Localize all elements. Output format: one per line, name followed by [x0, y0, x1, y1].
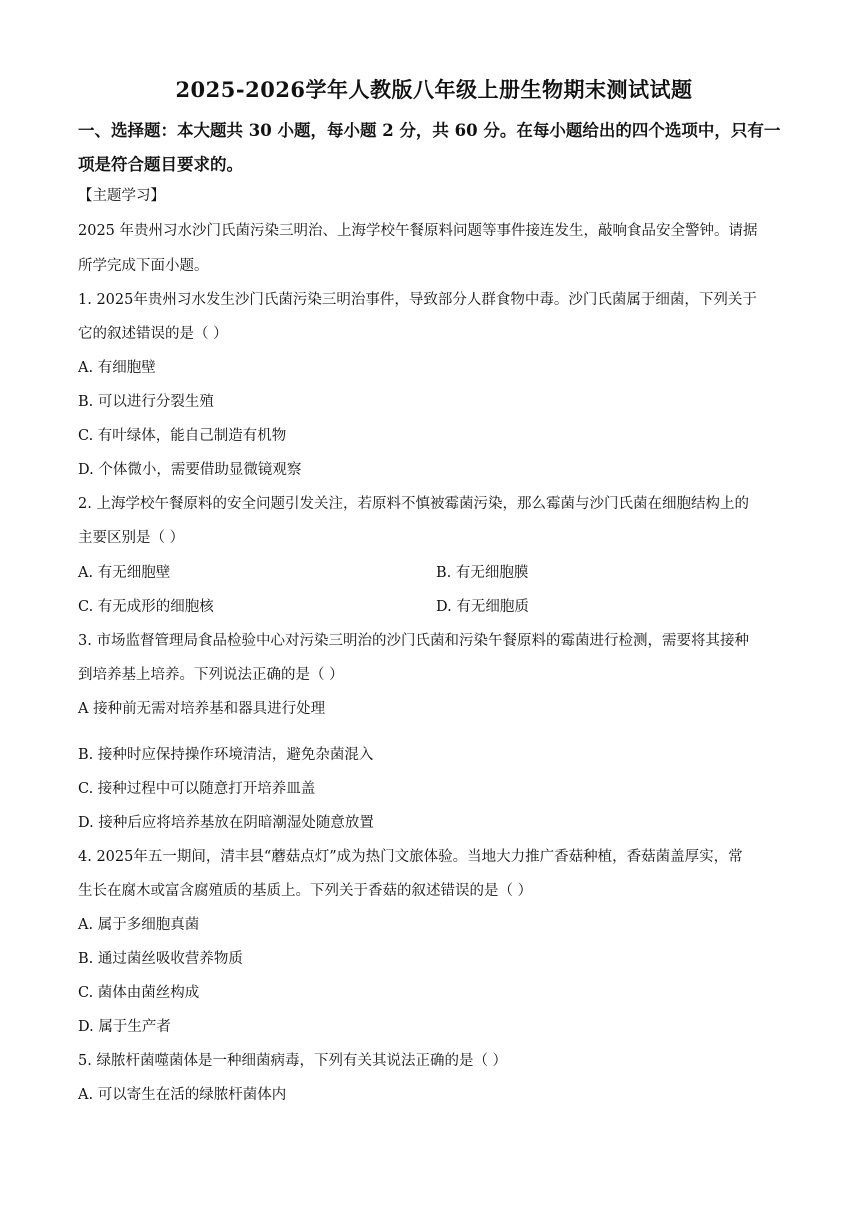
q2-option-b: B. 有无细胞膜 — [436, 565, 529, 581]
q3-option-d: D. 接种后应将培养基放在阴暗潮湿处随意放置 — [78, 815, 374, 831]
intro-line2: 所学完成下面小题。 — [78, 258, 209, 274]
q2-option-d: D. 有无细胞质 — [436, 599, 529, 615]
q2-stem-line2: 主要区别是（ ） — [78, 530, 185, 546]
q4-stem-line2: 生长在腐木或富含腐殖质的基质上。下列关于香菇的叙述错误的是（ ） — [78, 883, 533, 899]
q1-stem-line1: 1. 2025年贵州习水发生沙门氏菌污染三明治事件，导致部分人群食物中毒。沙门氏菌属于细菌，下列关于 — [78, 292, 757, 308]
section-heading — [78, 114, 794, 182]
page-title: 2025-2026学年人教版八年级上册生物期末测试试题 — [175, 77, 693, 102]
q1-option-a: A. 有细胞壁 — [78, 360, 156, 376]
q1-option-d: D. 个体微小，需要借助显微镜观察 — [78, 462, 302, 478]
q3-option-c: C. 接种过程中可以随意打开培养皿盖 — [78, 781, 316, 797]
q4-option-a: A. 属于多细胞真菌 — [78, 917, 200, 933]
q2-option-a: A. 有无细胞壁 — [78, 565, 171, 581]
q3-stem-line2: 到培养基上培养。下列说法正确的是（ ） — [78, 667, 344, 683]
q4-stem-line1: 4. 2025年五一期间，清丰县“蘑菇点灯”成为热门文旅体验。当地大力推广香菇种植，香菇菌盖厚实，常 — [78, 849, 743, 865]
q1-stem-line2: 它的叙述错误的是（ ） — [78, 326, 228, 342]
q4-option-b: B. 通过菌丝吸收营养物质 — [78, 951, 243, 967]
q1-option-b: B. 可以进行分裂生殖 — [78, 394, 214, 410]
q3-option-b: B. 接种时应保持操作环境清洁，避免杂菌混入 — [78, 747, 374, 763]
q1-option-c: C. 有叶绿体，能自己制造有机物 — [78, 428, 287, 444]
section-heading-line2: 项是符合题目要求的。 — [78, 155, 243, 174]
q2-stem-line1: 2. 上海学校午餐原料的安全问题引发关注，若原料不慎被霉菌污染，那么霉菌与沙门氏菌在细胞结构上的 — [78, 496, 749, 512]
q5-option-a: A. 可以寄生在活的绿脓杆菌体内 — [78, 1087, 287, 1103]
intro-line1: 2025 年贵州习水沙门氏菌污染三明治、上海学校午餐原料问题等事件接连发生，敲响食品安全警钟。请据 — [78, 223, 758, 239]
q3-option-a: A 接种前无需对培养基和器具进行处理 — [78, 701, 326, 717]
q4-option-d: D. 属于生产者 — [78, 1019, 171, 1035]
q2-option-c: C. 有无成形的细胞核 — [78, 599, 214, 615]
q4-option-c: C. 菌体由菌丝构成 — [78, 985, 200, 1001]
q3-stem-line1: 3. 市场监督管理局食品检验中心对污染三明治的沙门氏菌和污染午餐原料的霉菌进行检测，需要将其接种 — [78, 633, 749, 649]
q5-stem-line1: 5. 绿脓杆菌噬菌体是一种细菌病毒，下列有关其说法正确的是（ ） — [78, 1053, 508, 1069]
theme-tag: 【主题学习】 — [78, 188, 165, 204]
section-heading-line1: 一、选择题：本大题共 30 小题，每小题 2 分，共 60 分。在每小题给出的四个选项中，只有一 — [78, 121, 781, 140]
